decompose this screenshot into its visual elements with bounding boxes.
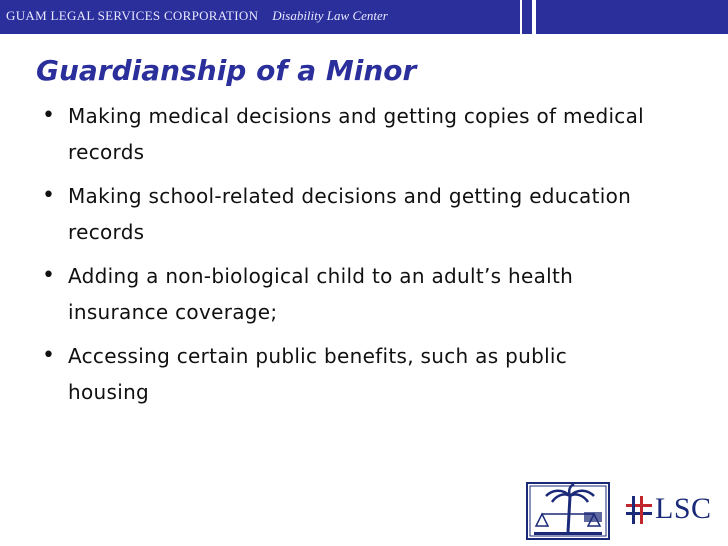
lsc-wordmark: LSC (655, 492, 712, 525)
bullet-item (30, 338, 650, 410)
bullet-text: Making school-related decisions and getting education records (68, 184, 632, 244)
bullet-icon: • (42, 263, 56, 288)
header-accent-panel (536, 0, 728, 34)
bullet-text: Making medical decisions and getting copies of medical records (68, 104, 645, 164)
bullet-item (30, 178, 650, 250)
bullet-text: Accessing certain public benefits, such as public housing (68, 344, 568, 404)
bullet-icon: • (42, 103, 56, 128)
slide-title: Guardianship of a Minor (36, 54, 417, 87)
header-bar (0, 0, 520, 34)
bullet-text: Adding a non-biological child to an adult’s health insurance coverage; (68, 264, 574, 324)
header-accent-block (522, 0, 532, 34)
organization-name: GUAM LEGAL SERVICES CORPORATION (6, 8, 259, 23)
bullet-icon: • (42, 343, 56, 368)
bullet-icon: • (42, 183, 56, 208)
center-name: Disability Law Center (272, 8, 388, 23)
bullet-item (30, 258, 650, 330)
header-text (6, 8, 388, 24)
bullet-list (30, 98, 650, 418)
palm-tree-scales-logo-icon (526, 482, 610, 540)
bullet-item (30, 98, 650, 170)
